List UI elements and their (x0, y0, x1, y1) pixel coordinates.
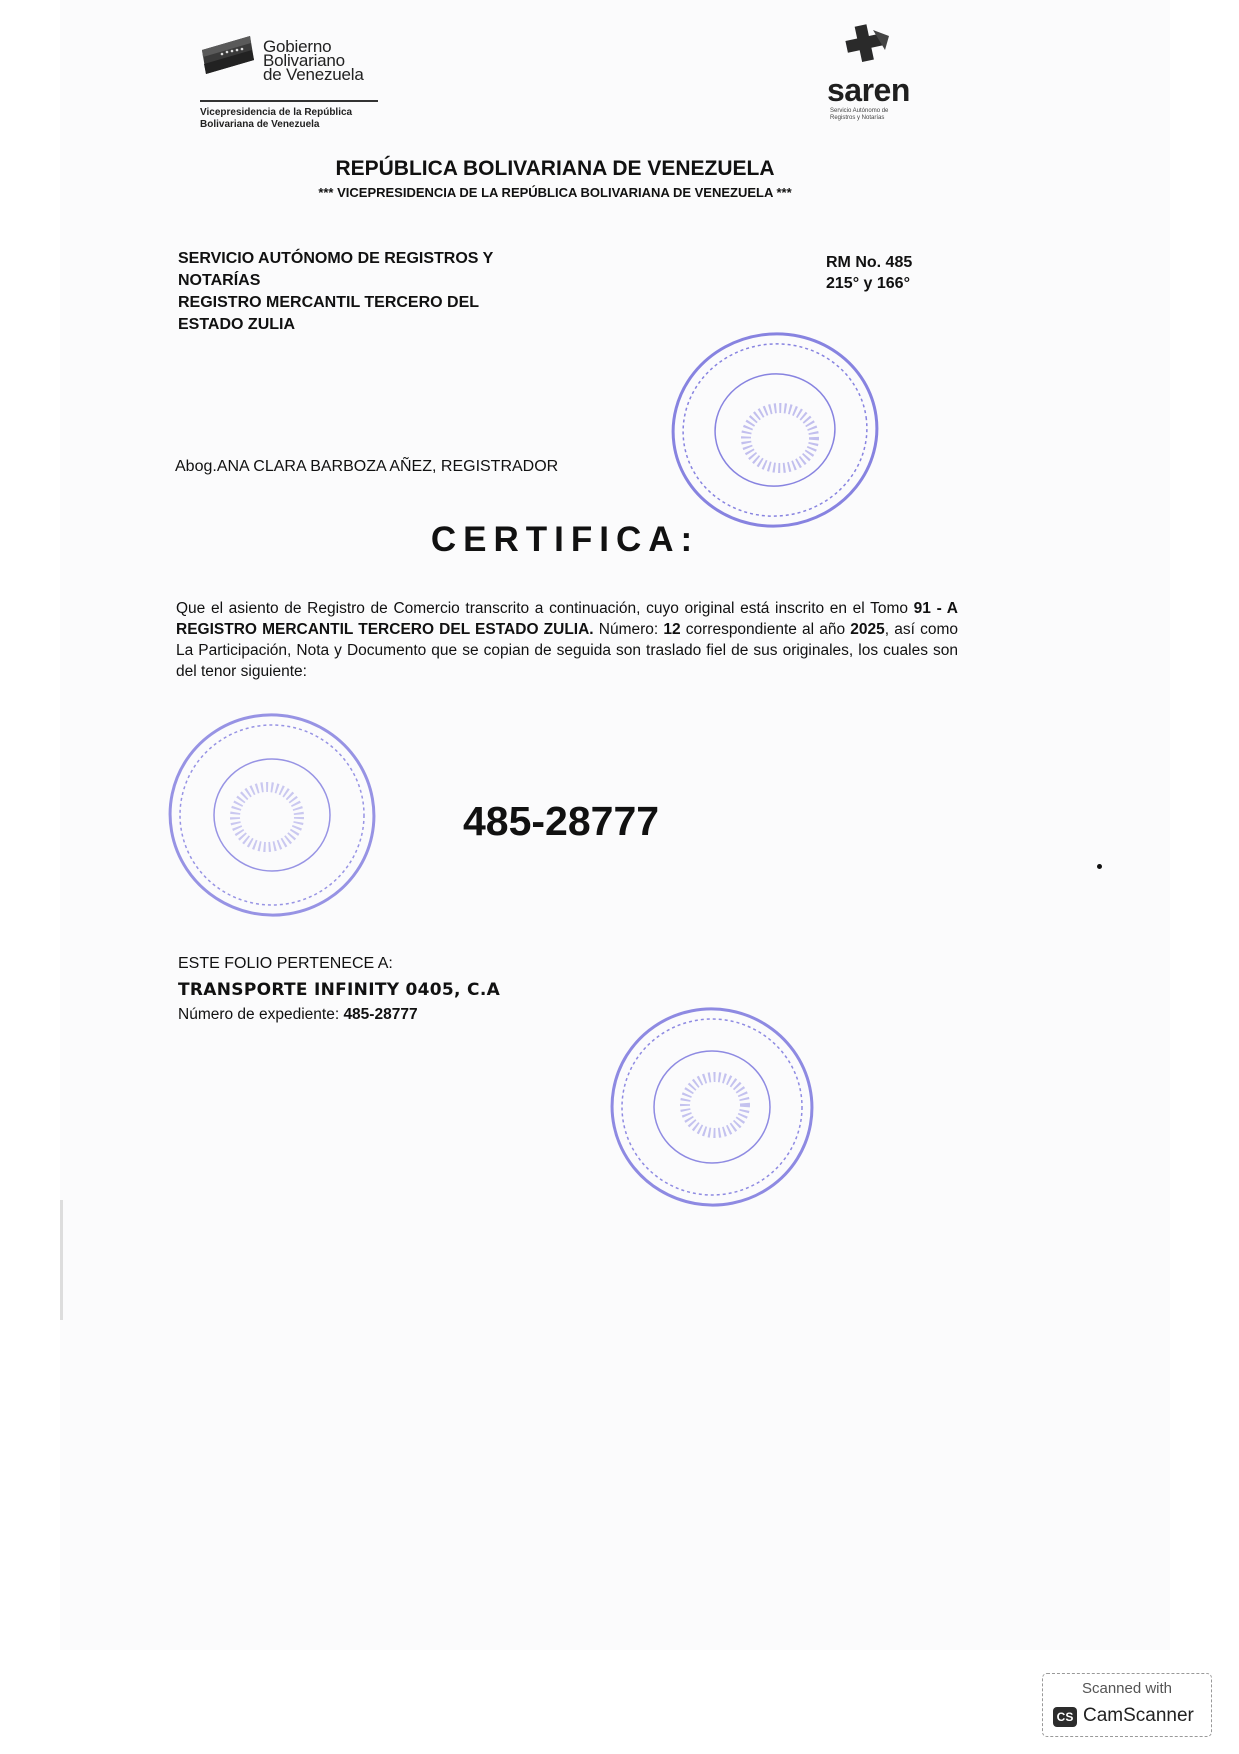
venezuela-flag-logo-icon (200, 30, 256, 80)
office-line: NOTARÍAS (178, 272, 261, 289)
folio-exp-label: Número de expediente: (178, 1006, 344, 1023)
folio-expediente (178, 1006, 418, 1024)
saren-logo-subtitle (830, 108, 920, 122)
registrar-name: Abog.ANA CLARA BARBOZA AÑEZ, REGISTRADOR (175, 458, 559, 475)
rm-years: 215° y 166° (826, 275, 910, 292)
vice-line-1: Vicepresidencia de la República (200, 107, 353, 118)
ink-speck (1097, 864, 1102, 869)
body-text-1: Que el asiento de Registro de Comercio transcrito a continuación, cuyo original está inscrito en el Tomo (176, 600, 914, 617)
body-text-3: correspondiente al año (680, 621, 851, 638)
camscanner-logo-icon: CS (1053, 1707, 1077, 1727)
office-line: ESTADO ZULIA (178, 316, 296, 333)
certifica-heading: CERTIFICA: (430, 520, 700, 559)
vice-line-2: Bolivariana de Venezuela (200, 119, 320, 130)
official-seal-stamp (605, 1000, 820, 1215)
vicepresidencia-logo-text (200, 107, 352, 131)
body-text-2: Número: (593, 621, 664, 638)
body-numero: 12 (663, 621, 681, 638)
gobierno-logo-text (263, 37, 364, 84)
gob-line-3: de Venezuela (263, 65, 364, 84)
certification-paragraph (176, 598, 958, 682)
camscanner-name: CamScanner (1083, 1705, 1194, 1726)
document-subtitle: *** VICEPRESIDENCIA DE LA REPÚBLICA BOLIVARIANA DE VENEZUELA *** (318, 185, 792, 200)
camscanner-watermark-badge (1042, 1673, 1212, 1737)
expediente-number: 485-28777 (463, 798, 660, 844)
gob-logo-divider (200, 100, 378, 102)
saren-logo-icon (845, 22, 895, 70)
official-seal-stamp (665, 320, 885, 540)
office-line: SERVICIO AUTÓNOMO DE REGISTROS Y (178, 250, 494, 267)
office-line: REGISTRO MERCANTIL TERCERO DEL (178, 294, 480, 311)
rm-number: RM No. 485 (826, 254, 913, 271)
scanned-with-label: Scanned with (1081, 1680, 1173, 1697)
saren-sub-1: Servicio Autónomo de (830, 108, 889, 114)
office-block (178, 248, 558, 336)
folio-exp-value: 485-28777 (343, 1006, 418, 1023)
body-tomo: 91 - A REGISTRO MERCANTIL TERCERO DEL ESTADO ZULIA. (176, 600, 958, 638)
folio-label: ESTE FOLIO PERTENECE A: (178, 955, 393, 972)
rm-block (826, 252, 912, 294)
body-anio: 2025 (850, 621, 885, 638)
gob-line-1: Gobierno (263, 37, 332, 56)
saren-logo-word: saren (827, 72, 910, 108)
body-text-4: , así como La Participación, Nota y Documento que se copian de seguida son traslado fiel de sus originales, los cuales son del tenor siguiente: (176, 621, 958, 680)
folio-company-name: TRANSPORTE INFINITY 0405, C.A (178, 980, 501, 1000)
document-title: REPÚBLICA BOLIVARIANA DE VENEZUELA (335, 157, 775, 180)
official-seal-stamp (162, 705, 382, 925)
scan-edge-shadow (60, 1200, 63, 1320)
gob-line-2: Bolivariano (263, 51, 345, 70)
saren-sub-2: Registros y Notarías (830, 115, 885, 121)
